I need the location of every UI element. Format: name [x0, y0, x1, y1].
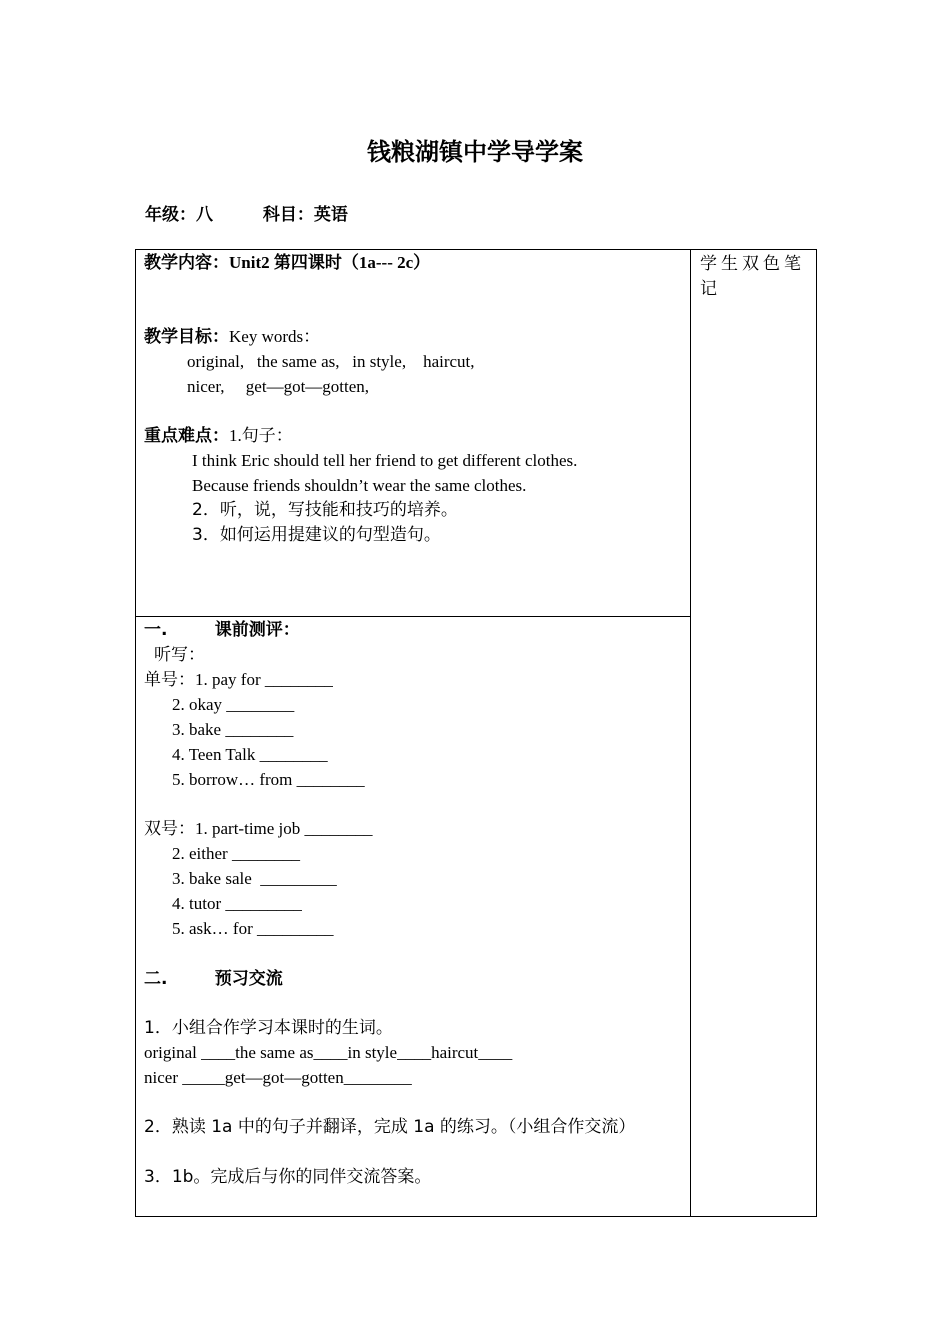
preview-item-1: 1．小组合作学习本课时的生词。	[144, 1018, 393, 1038]
notes-column	[691, 250, 817, 1217]
notes-label: 学生双色笔记	[700, 254, 805, 299]
odd-item-4: 4. Teen Talk ________	[172, 745, 328, 764]
key-points-line	[144, 426, 293, 446]
goal-label: 教学目标：	[144, 327, 229, 347]
odd-label: 单号：	[144, 670, 195, 690]
keywords-line-1: original, the same as, in style, haircut,	[187, 352, 475, 371]
skill-point: 2．听，说，写技能和技巧的培养。	[192, 500, 458, 520]
grade-label: 年级：八	[145, 205, 213, 225]
even-item-4: 4. tutor _________	[172, 894, 302, 913]
lesson-table	[135, 249, 817, 1217]
section-1-heading: 一. 课前测评：	[144, 620, 300, 640]
preview-words-2: nicer _____get—got—gotten________	[144, 1068, 412, 1087]
even-item-1: 双号：1. part-time job ________	[144, 819, 373, 839]
odd-item-2: 2. okay ________	[172, 695, 295, 714]
pattern-point: 3．如何运用提建议的句型造句。	[192, 525, 441, 545]
preview-words-1: original ____the same as____in style____haircut____	[144, 1043, 513, 1062]
sentence-1: I think Eric should tell her friend to get different clothes.	[192, 451, 578, 470]
subject-label: 科目：英语	[262, 205, 348, 225]
key-points-value: 1.句子：	[229, 426, 293, 445]
section-2-heading: 二. 预习交流	[144, 969, 283, 989]
even-item-2: 2. either ________	[172, 844, 300, 863]
goal-line	[144, 327, 320, 347]
even-label: 双号：	[144, 819, 195, 839]
keywords-line-2: nicer, get—got—gotten,	[187, 377, 370, 396]
odd-item-5: 5. borrow… from ________	[172, 770, 365, 789]
key-points-label: 重点难点：	[144, 426, 229, 446]
sentence-2: Because friends shouldn’t wear the same clothes.	[192, 476, 527, 495]
preview-item-2: 2．熟读 1a 中的句子并翻译，完成 1a 的练习。（小组合作交流）	[144, 1117, 636, 1137]
content-value: Unit2 第四课时（1a--- 2c）	[229, 253, 431, 272]
dictation-label: 听写：	[154, 645, 205, 665]
page-title: 钱粮湖镇中学导学案	[367, 138, 583, 166]
odd-item-1: 单号：1. pay for ________	[144, 670, 333, 690]
even-item-3: 3. bake sale _________	[172, 869, 337, 888]
meta-line	[145, 200, 348, 225]
top-cell	[136, 250, 691, 617]
content-line	[144, 253, 430, 273]
bottom-cell	[136, 617, 691, 1217]
preview-item-3: 3．1b。完成后与你的同伴交流答案。	[144, 1167, 432, 1187]
even-item-5: 5. ask… for _________	[172, 919, 334, 938]
content-label: 教学内容：	[144, 253, 229, 273]
goal-value: Key words：	[229, 327, 321, 346]
odd-item-3: 3. bake ________	[172, 720, 294, 739]
